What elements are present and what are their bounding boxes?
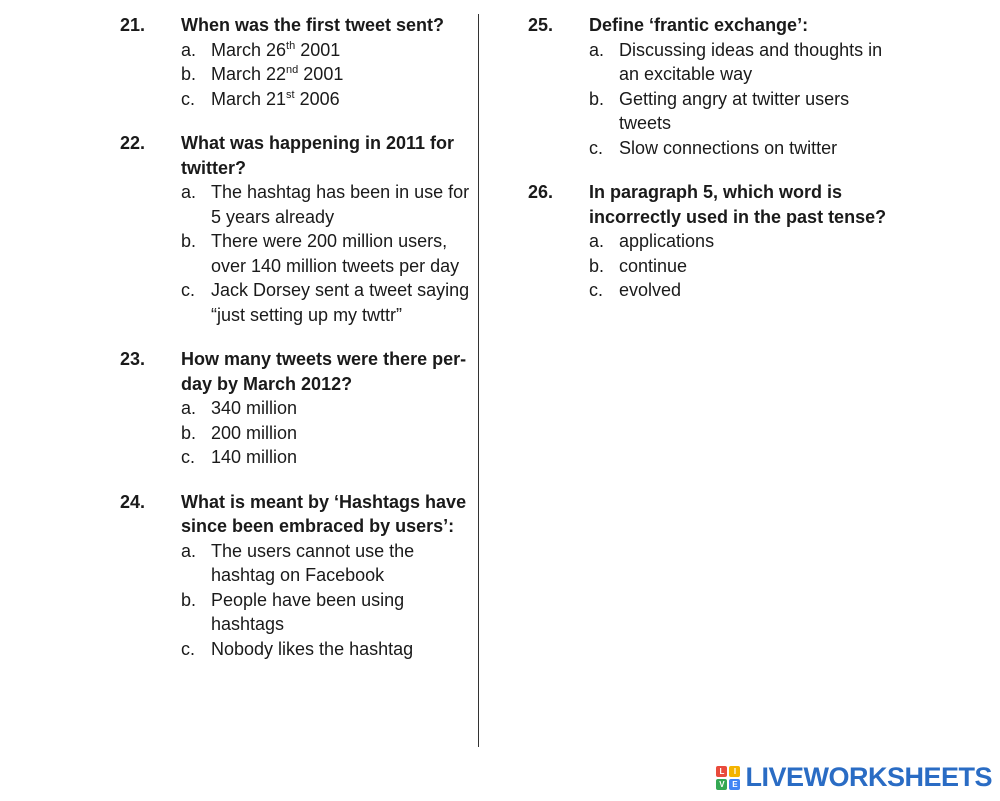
answer-option[interactable] <box>589 254 900 279</box>
option-text: The hashtag has been in use for 5 years already <box>211 182 470 227</box>
option-letter: c. <box>181 280 196 300</box>
question-number: 24. <box>120 491 146 512</box>
option-letter: c. <box>181 447 196 467</box>
question-block <box>120 490 472 662</box>
logo-blocks-icon <box>716 766 740 790</box>
question-text: What was happening in 2011 for twitter? <box>181 133 455 178</box>
answer-option[interactable] <box>181 278 472 327</box>
option-text: applications <box>619 231 715 251</box>
option-text: Nobody likes the hashtag <box>211 638 414 659</box>
answer-option[interactable] <box>181 588 472 637</box>
option-list <box>120 180 472 327</box>
answer-option[interactable] <box>181 180 472 229</box>
option-text: Getting angry at twitter users tweets <box>619 88 850 133</box>
option-text: March 22 <box>211 64 287 84</box>
question-block <box>528 13 900 160</box>
option-text: 340 million <box>211 398 298 418</box>
option-letter: a. <box>181 540 197 561</box>
option-list <box>120 539 472 662</box>
ordinal-suffix: st <box>286 88 295 101</box>
question-block <box>120 13 472 111</box>
option-letter: a. <box>181 398 197 418</box>
column-divider <box>478 14 479 747</box>
option-text: Jack Dorsey sent a tweet saying “just setting up my twttr” <box>211 280 470 325</box>
option-text: March 26 <box>211 39 287 60</box>
answer-option[interactable] <box>181 87 472 112</box>
option-letter: b. <box>181 64 197 84</box>
option-text-suffix: 2001 <box>298 64 344 84</box>
ordinal-suffix: th <box>286 39 296 52</box>
answer-option[interactable] <box>181 539 472 588</box>
option-letter: c. <box>589 280 604 300</box>
option-text: Slow connections on twitter <box>619 137 838 158</box>
ordinal-suffix: nd <box>286 64 299 76</box>
question-text: What is meant by ‘Hashtags have since been embraced by users’: <box>181 491 467 536</box>
left-column <box>120 13 472 681</box>
option-text: The users cannot use the hashtag on Facebook <box>211 540 415 585</box>
option-letter: b. <box>181 422 197 443</box>
answer-option[interactable] <box>181 229 472 278</box>
answer-option[interactable] <box>589 136 900 161</box>
question-number: 23. <box>120 349 146 369</box>
answer-option[interactable] <box>181 62 472 87</box>
question-text: Define ‘frantic exchange’: <box>589 15 809 35</box>
question-number: 25. <box>528 15 554 35</box>
question-text: How many tweets were there per-day by March 2012? <box>181 349 467 394</box>
option-text: continue <box>619 255 688 276</box>
answer-option[interactable] <box>181 396 472 421</box>
answer-option[interactable] <box>589 87 900 136</box>
answer-option[interactable] <box>589 278 900 303</box>
option-letter: c. <box>181 638 196 659</box>
option-letter: c. <box>181 88 196 109</box>
option-text-suffix: 2006 <box>294 88 340 109</box>
option-letter: b. <box>181 231 197 251</box>
logo-block: L <box>716 766 727 777</box>
question-text: In paragraph 5, which word is incorrectly used in the past tense? <box>589 182 887 227</box>
option-letter: b. <box>589 88 605 109</box>
answer-option[interactable] <box>589 38 900 87</box>
question-block <box>528 180 900 303</box>
question-number: 26. <box>528 182 554 202</box>
right-column <box>528 13 900 323</box>
option-letter: c. <box>589 137 604 158</box>
question-block <box>120 131 472 327</box>
option-text: There were 200 million users, over 140 million tweets per day <box>211 231 460 276</box>
option-text: 140 million <box>211 447 298 467</box>
option-text: 200 million <box>211 422 298 443</box>
option-text: Discussing ideas and thoughts in an excitable way <box>619 39 883 84</box>
option-letter: a. <box>589 231 605 251</box>
question-text: When was the first tweet sent? <box>181 15 445 35</box>
answer-option[interactable] <box>181 421 472 446</box>
option-list <box>528 229 900 303</box>
option-text: March 21 <box>211 88 287 109</box>
logo-block: I <box>729 766 740 777</box>
option-text: evolved <box>619 280 682 300</box>
option-text: People have been using hashtags <box>211 589 405 634</box>
question-number: 22. <box>120 133 146 153</box>
logo-block: E <box>729 779 740 790</box>
option-letter: b. <box>589 255 605 276</box>
option-text-suffix: 2001 <box>295 39 341 60</box>
answer-option[interactable] <box>181 445 472 470</box>
option-letter: b. <box>181 589 197 610</box>
option-letter: a. <box>181 182 197 202</box>
option-letter: a. <box>589 39 605 60</box>
answer-option[interactable] <box>181 38 472 63</box>
option-list <box>528 38 900 161</box>
logo-block: V <box>716 779 727 790</box>
answer-option[interactable] <box>589 229 900 254</box>
answer-option[interactable] <box>181 637 472 662</box>
question-number: 21. <box>120 15 146 35</box>
option-list <box>120 38 472 112</box>
option-letter: a. <box>181 39 197 60</box>
question-block <box>120 347 472 470</box>
brand-text: LIVEWORKSHEETS <box>745 762 992 792</box>
option-list <box>120 396 472 470</box>
liveworksheets-logo <box>716 762 992 793</box>
